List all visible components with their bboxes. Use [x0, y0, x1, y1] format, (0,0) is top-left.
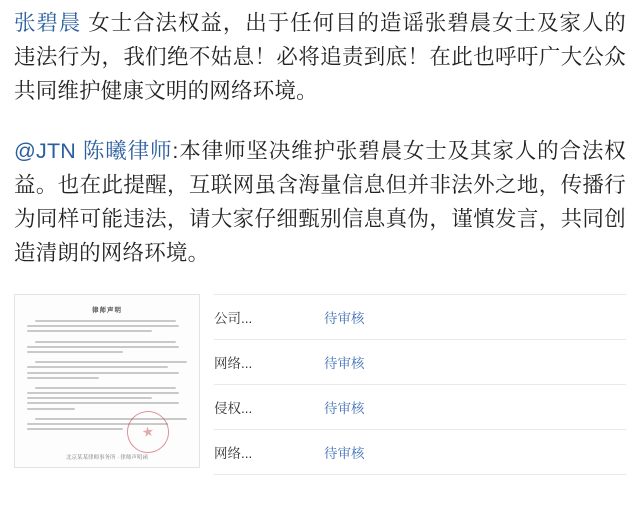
- case-name: 公司...: [214, 311, 253, 326]
- lawyer-mention-link[interactable]: @JTN 陈曦律师: [14, 139, 173, 163]
- status-badge: 待审核: [324, 401, 365, 416]
- list-item[interactable]: [214, 385, 626, 430]
- lawyer-statement-thumbnail[interactable]: [14, 294, 200, 468]
- list-item[interactable]: [214, 294, 626, 340]
- list-item[interactable]: [214, 340, 626, 385]
- status-badge: 待审核: [324, 356, 365, 371]
- post-paragraph-2-text: :本律师坚决维护张碧晨女士及其家人的合法权益。也在此提醒，互联网虽含海量信息但并非法外之地，传播行为同样可能违法，请大家仔细甄别信息真伪，谨慎发言，共同创造清朗的网络环境。: [14, 139, 626, 265]
- document-title: 律师声明: [92, 307, 122, 314]
- post-paragraph-1-text: 女士合法权益，出于任何目的造谣张碧晨女士及家人的违法行为，我们绝不姑息！必将追责到底！在此也呼吁广大公众共同维护健康文明的网络环境。: [14, 11, 626, 103]
- list-item[interactable]: [214, 430, 626, 475]
- case-list: [214, 294, 626, 475]
- case-name: 网络...: [214, 446, 253, 461]
- document-text-lines: [15, 314, 199, 430]
- attachments-area: [14, 294, 626, 475]
- case-name: 侵权...: [214, 401, 253, 416]
- document-footer: 北京某某律师事务所 · 律师声明函: [66, 455, 148, 461]
- celebrity-name-link[interactable]: 张碧晨: [14, 11, 82, 35]
- case-name: 网络...: [214, 356, 253, 371]
- status-badge: 待审核: [324, 311, 365, 326]
- post-paragraph-1: [14, 4, 626, 108]
- post-paragraph-2: [14, 134, 626, 270]
- status-badge: 待审核: [324, 446, 365, 461]
